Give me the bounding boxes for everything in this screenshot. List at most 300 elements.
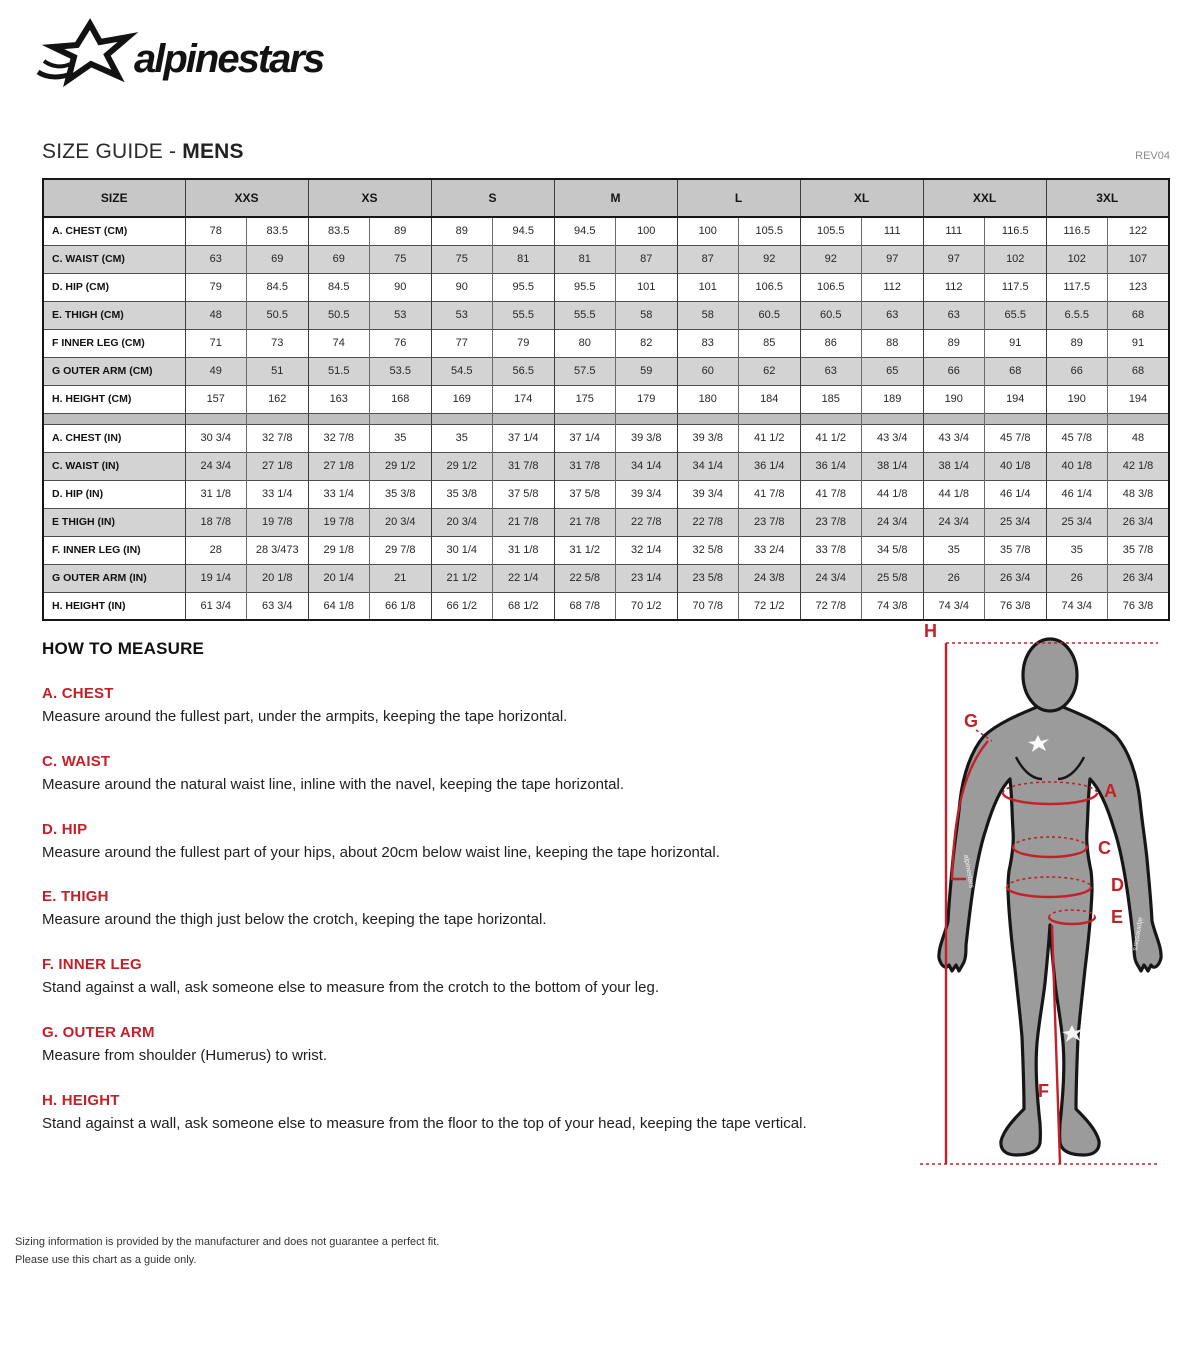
row-label: H. HEIGHT (CM) xyxy=(43,385,185,413)
row-label: C. WAIST (CM) xyxy=(43,245,185,273)
size-cell: 180 xyxy=(677,385,739,413)
size-cell: 41 1/2 xyxy=(800,424,862,452)
size-cell: 82 xyxy=(616,329,678,357)
size-cell: 23 5/8 xyxy=(677,564,739,592)
size-cell: 29 1/2 xyxy=(431,452,493,480)
size-cell: 41 7/8 xyxy=(739,480,801,508)
size-cell: 36 1/4 xyxy=(739,452,801,480)
size-cell: 63 xyxy=(862,301,924,329)
size-cell: 76 xyxy=(370,329,432,357)
table-row xyxy=(43,452,1169,480)
size-cell: 35 xyxy=(923,536,985,564)
measure-sections xyxy=(42,685,898,1133)
right-forearm-brand-text: alpinestars xyxy=(1131,916,1144,952)
size-cell: 79 xyxy=(185,273,247,301)
measure-section xyxy=(42,685,898,727)
size-cell: 81 xyxy=(554,245,616,273)
size-cell: 46 1/4 xyxy=(985,480,1047,508)
size-cell: 88 xyxy=(862,329,924,357)
separator-cell xyxy=(431,413,493,424)
size-cell: 174 xyxy=(493,385,555,413)
size-cell: 100 xyxy=(677,217,739,245)
size-cell: 50.5 xyxy=(247,301,309,329)
measure-section xyxy=(42,1024,898,1066)
size-cell: 23 7/8 xyxy=(800,508,862,536)
size-cell: 63 xyxy=(800,357,862,385)
size-cell: 112 xyxy=(923,273,985,301)
size-cell: 35 3/8 xyxy=(431,480,493,508)
size-cell: 22 1/4 xyxy=(493,564,555,592)
size-cell: 89 xyxy=(1046,329,1108,357)
measure-text: Measure around the natural waist line, inline with the navel, keeping the tape horizontal. xyxy=(42,775,625,793)
size-cell: 68 xyxy=(1108,301,1170,329)
size-cell: 106.5 xyxy=(800,273,862,301)
size-cell: 116.5 xyxy=(1046,217,1108,245)
size-cell: 25 5/8 xyxy=(862,564,924,592)
size-cell: 59 xyxy=(616,357,678,385)
size-cell: 83 xyxy=(677,329,739,357)
size-header-xxs: XXS xyxy=(185,179,308,217)
size-cell: 24 3/4 xyxy=(862,508,924,536)
size-cell: 61 3/4 xyxy=(185,592,247,620)
size-cell: 36 1/4 xyxy=(800,452,862,480)
body-figure-icon xyxy=(908,617,1170,1177)
size-cell: 83.5 xyxy=(247,217,309,245)
page-title-gender: MENS xyxy=(182,140,244,163)
size-cell: 105.5 xyxy=(800,217,862,245)
measure-heading: A. CHEST xyxy=(42,685,114,702)
table-row xyxy=(43,357,1169,385)
separator-cell xyxy=(185,413,247,424)
size-cell: 91 xyxy=(985,329,1047,357)
size-cell: 35 7/8 xyxy=(1108,536,1170,564)
disclaimer-line-1: Sizing information is provided by the manufacturer and does not guarantee a perfect fit. xyxy=(15,1236,440,1248)
size-cell: 77 xyxy=(431,329,493,357)
diagram-label-height: H xyxy=(924,621,937,641)
size-cell: 75 xyxy=(431,245,493,273)
size-cell: 76 3/8 xyxy=(985,592,1047,620)
separator-cell xyxy=(1046,413,1108,424)
row-label: F. INNER LEG (IN) xyxy=(43,536,185,564)
size-cell: 112 xyxy=(862,273,924,301)
page-title-prefix: SIZE GUIDE - xyxy=(42,140,183,163)
separator-cell xyxy=(985,413,1047,424)
row-label: A. CHEST (IN) xyxy=(43,424,185,452)
size-cell: 31 1/8 xyxy=(185,480,247,508)
size-cell: 34 1/4 xyxy=(616,452,678,480)
size-cell: 79 xyxy=(493,329,555,357)
size-cell: 95.5 xyxy=(554,273,616,301)
size-cell: 189 xyxy=(862,385,924,413)
size-cell: 37 1/4 xyxy=(554,424,616,452)
size-cell: 29 1/8 xyxy=(308,536,370,564)
size-cell: 43 3/4 xyxy=(862,424,924,452)
brand-header xyxy=(0,0,1200,96)
size-cell: 123 xyxy=(1108,273,1170,301)
size-cell: 85 xyxy=(739,329,801,357)
size-cell: 54.5 xyxy=(431,357,493,385)
size-cell: 32 7/8 xyxy=(247,424,309,452)
size-cell: 51.5 xyxy=(308,357,370,385)
size-cell: 38 1/4 xyxy=(862,452,924,480)
diagram-label-thigh: E xyxy=(1111,907,1124,927)
size-cell: 117.5 xyxy=(1046,273,1108,301)
size-cell: 44 1/8 xyxy=(923,480,985,508)
size-cell: 63 xyxy=(185,245,247,273)
size-cell: 101 xyxy=(616,273,678,301)
size-cell: 162 xyxy=(247,385,309,413)
size-cell: 107 xyxy=(1108,245,1170,273)
diagram-label-outer-arm: G xyxy=(964,711,979,731)
size-cell: 24 3/8 xyxy=(739,564,801,592)
body-measurement-diagram xyxy=(908,617,1170,1182)
size-cell: 35 7/8 xyxy=(985,536,1047,564)
size-cell: 74 3/8 xyxy=(862,592,924,620)
size-cell: 92 xyxy=(739,245,801,273)
size-cell: 20 3/4 xyxy=(370,508,432,536)
size-cell: 168 xyxy=(370,385,432,413)
size-cell: 41 7/8 xyxy=(800,480,862,508)
size-cell: 74 3/4 xyxy=(923,592,985,620)
size-cell: 29 1/2 xyxy=(370,452,432,480)
size-table-header-row xyxy=(43,179,1169,217)
size-cell: 19 1/4 xyxy=(185,564,247,592)
separator-cell xyxy=(554,413,616,424)
size-cell: 57.5 xyxy=(554,357,616,385)
size-cell: 94.5 xyxy=(554,217,616,245)
separator-cell xyxy=(43,413,185,424)
diagram-label-hip: D xyxy=(1111,875,1124,895)
size-header-l: L xyxy=(677,179,800,217)
row-label: G OUTER ARM (IN) xyxy=(43,564,185,592)
size-cell: 44 1/8 xyxy=(862,480,924,508)
measure-section xyxy=(42,888,898,930)
size-cell: 32 5/8 xyxy=(677,536,739,564)
size-cell: 194 xyxy=(985,385,1047,413)
size-cell: 92 xyxy=(800,245,862,273)
size-cell: 102 xyxy=(985,245,1047,273)
separator-cell xyxy=(739,413,801,424)
size-cell: 175 xyxy=(554,385,616,413)
lower-section xyxy=(42,621,1170,1182)
size-cell: 29 7/8 xyxy=(370,536,432,564)
size-cell: 69 xyxy=(308,245,370,273)
size-cell: 33 7/8 xyxy=(800,536,862,564)
size-header-3xl: 3XL xyxy=(1046,179,1169,217)
size-cell: 39 3/4 xyxy=(677,480,739,508)
size-cell: 73 xyxy=(247,329,309,357)
table-row xyxy=(43,385,1169,413)
size-cell: 63 xyxy=(923,301,985,329)
diagram-label-chest: A xyxy=(1104,781,1117,801)
size-cell: 20 3/4 xyxy=(431,508,493,536)
size-cell: 21 xyxy=(370,564,432,592)
table-row xyxy=(43,592,1169,620)
size-cell: 26 3/4 xyxy=(1108,508,1170,536)
size-cell: 33 1/4 xyxy=(247,480,309,508)
size-cell: 51 xyxy=(247,357,309,385)
size-cell: 35 xyxy=(1046,536,1108,564)
separator-cell xyxy=(923,413,985,424)
size-cell: 26 3/4 xyxy=(1108,564,1170,592)
size-cell: 21 7/8 xyxy=(493,508,555,536)
size-cell: 58 xyxy=(616,301,678,329)
size-cell: 35 xyxy=(431,424,493,452)
size-cell: 68 7/8 xyxy=(554,592,616,620)
size-cell: 38 1/4 xyxy=(923,452,985,480)
size-cell: 94.5 xyxy=(493,217,555,245)
left-forearm-brand-text: alpinestars xyxy=(962,854,975,889)
size-cell: 24 3/4 xyxy=(185,452,247,480)
size-cell: 23 7/8 xyxy=(739,508,801,536)
separator-cell xyxy=(308,413,370,424)
size-cell: 39 3/8 xyxy=(616,424,678,452)
size-cell: 66 xyxy=(923,357,985,385)
disclaimer-footer xyxy=(0,1234,1200,1269)
table-row xyxy=(43,508,1169,536)
size-cell: 89 xyxy=(431,217,493,245)
size-cell: 91 xyxy=(1108,329,1170,357)
separator-cell xyxy=(493,413,555,424)
size-cell: 74 3/4 xyxy=(1046,592,1108,620)
row-label: D. HIP (CM) xyxy=(43,273,185,301)
size-cell: 101 xyxy=(677,273,739,301)
size-cell: 74 xyxy=(308,329,370,357)
size-cell: 39 3/8 xyxy=(677,424,739,452)
measure-heading: C. WAIST xyxy=(42,752,111,770)
size-cell: 66 1/2 xyxy=(431,592,493,620)
body-head xyxy=(1023,639,1077,711)
size-table xyxy=(42,178,1170,621)
size-cell: 24 3/4 xyxy=(923,508,985,536)
size-cell: 87 xyxy=(677,245,739,273)
size-cell: 34 1/4 xyxy=(677,452,739,480)
size-cell: 60.5 xyxy=(800,301,862,329)
size-cell: 89 xyxy=(923,329,985,357)
size-cell: 63 3/4 xyxy=(247,592,309,620)
measure-heading: E. THIGH xyxy=(42,888,109,906)
size-header-xxl: XXL xyxy=(923,179,1046,217)
size-cell: 70 7/8 xyxy=(677,592,739,620)
size-header-m: M xyxy=(554,179,677,217)
size-cell: 64 1/8 xyxy=(308,592,370,620)
size-cell: 49 xyxy=(185,357,247,385)
size-cell: 70 1/2 xyxy=(616,592,678,620)
body-silhouette xyxy=(939,707,1161,1155)
size-cell: 40 1/8 xyxy=(985,452,1047,480)
size-cell: 31 1/2 xyxy=(554,536,616,564)
size-cell: 90 xyxy=(431,273,493,301)
measure-section xyxy=(42,821,898,863)
size-cell: 53.5 xyxy=(370,357,432,385)
size-cell: 65.5 xyxy=(985,301,1047,329)
size-cell: 55.5 xyxy=(493,301,555,329)
table-row xyxy=(43,424,1169,452)
separator-cell xyxy=(677,413,739,424)
size-cell: 45 7/8 xyxy=(1046,424,1108,452)
brand-logo-text: alpinestars xyxy=(134,37,324,81)
unit-separator-row xyxy=(43,413,1169,424)
table-row xyxy=(43,564,1169,592)
size-cell: 22 7/8 xyxy=(677,508,739,536)
size-header-xl: XL xyxy=(800,179,923,217)
revision-label: REV04 xyxy=(1135,150,1170,162)
size-cell: 40 1/8 xyxy=(1046,452,1108,480)
size-cell: 78 xyxy=(185,217,247,245)
size-cell: 58 xyxy=(677,301,739,329)
separator-cell xyxy=(800,413,862,424)
separator-cell xyxy=(616,413,678,424)
size-cell: 76 3/8 xyxy=(1108,592,1170,620)
size-cell: 69 xyxy=(247,245,309,273)
size-cell: 71 xyxy=(185,329,247,357)
size-cell: 53 xyxy=(370,301,432,329)
size-cell: 157 xyxy=(185,385,247,413)
size-cell: 68 1/2 xyxy=(493,592,555,620)
size-header-xs: XS xyxy=(308,179,431,217)
row-label: E. THIGH (CM) xyxy=(43,301,185,329)
table-row xyxy=(43,301,1169,329)
size-cell: 26 xyxy=(923,564,985,592)
size-cell: 25 3/4 xyxy=(1046,508,1108,536)
row-label: F INNER LEG (CM) xyxy=(43,329,185,357)
size-cell: 106.5 xyxy=(739,273,801,301)
alpinestars-logo-icon xyxy=(24,16,324,94)
size-cell: 24 3/4 xyxy=(800,564,862,592)
size-cell: 83.5 xyxy=(308,217,370,245)
size-cell: 35 3/8 xyxy=(370,480,432,508)
size-cell: 45 7/8 xyxy=(985,424,1047,452)
size-cell: 19 7/8 xyxy=(247,508,309,536)
size-cell: 28 xyxy=(185,536,247,564)
size-cell: 42 1/8 xyxy=(1108,452,1170,480)
table-row xyxy=(43,217,1169,245)
size-cell: 33 1/4 xyxy=(308,480,370,508)
measure-text: Measure around the fullest part, under the armpits, keeping the tape horizontal. xyxy=(42,708,568,725)
size-cell: 66 1/8 xyxy=(370,592,432,620)
size-cell: 86 xyxy=(800,329,862,357)
size-cell: 65 xyxy=(862,357,924,385)
size-cell: 111 xyxy=(862,217,924,245)
measure-section xyxy=(42,753,898,795)
row-label: A. CHEST (CM) xyxy=(43,217,185,245)
size-cell: 68 xyxy=(1108,357,1170,385)
size-cell: 37 5/8 xyxy=(554,480,616,508)
separator-cell xyxy=(247,413,309,424)
size-cell: 75 xyxy=(370,245,432,273)
size-cell: 184 xyxy=(739,385,801,413)
size-cell: 37 1/4 xyxy=(493,424,555,452)
size-cell: 72 1/2 xyxy=(739,592,801,620)
table-row xyxy=(43,245,1169,273)
size-cell: 27 1/8 xyxy=(308,452,370,480)
size-cell: 48 xyxy=(1108,424,1170,452)
size-cell: 31 7/8 xyxy=(554,452,616,480)
size-cell: 35 xyxy=(370,424,432,452)
size-cell: 117.5 xyxy=(985,273,1047,301)
size-column-header: SIZE xyxy=(43,179,185,217)
size-cell: 30 3/4 xyxy=(185,424,247,452)
table-row xyxy=(43,480,1169,508)
disclaimer-line-2: Please use this chart as a guide only. xyxy=(15,1253,197,1266)
size-cell: 60.5 xyxy=(739,301,801,329)
size-cell: 30 1/4 xyxy=(431,536,493,564)
row-label: E THIGH (IN) xyxy=(43,508,185,536)
separator-cell xyxy=(370,413,432,424)
row-label: C. WAIST (IN) xyxy=(43,452,185,480)
size-cell: 95.5 xyxy=(493,273,555,301)
measure-heading: F. INNER LEG xyxy=(42,956,142,973)
measure-heading: H. HEIGHT xyxy=(42,1091,120,1109)
table-row xyxy=(43,273,1169,301)
size-cell: 23 1/4 xyxy=(616,564,678,592)
size-cell: 18 7/8 xyxy=(185,508,247,536)
size-cell: 31 7/8 xyxy=(493,452,555,480)
size-cell: 84.5 xyxy=(247,273,309,301)
measure-text: Stand against a wall, ask someone else to measure from the crotch to the bottom of your leg. xyxy=(42,979,659,996)
measure-section xyxy=(42,1092,898,1134)
size-cell: 43 3/4 xyxy=(923,424,985,452)
size-cell: 97 xyxy=(923,245,985,273)
separator-cell xyxy=(862,413,924,424)
size-cell: 84.5 xyxy=(308,273,370,301)
size-cell: 26 xyxy=(1046,564,1108,592)
measure-text: Measure around the fullest part of your hips, about 20cm below waist line, keeping the tape horizontal. xyxy=(42,843,720,861)
size-cell: 56.5 xyxy=(493,357,555,385)
size-cell: 100 xyxy=(616,217,678,245)
size-cell: 163 xyxy=(308,385,370,413)
size-cell: 185 xyxy=(800,385,862,413)
table-row xyxy=(43,536,1169,564)
size-cell: 116.5 xyxy=(985,217,1047,245)
size-cell: 66 xyxy=(1046,357,1108,385)
size-cell: 72 7/8 xyxy=(800,592,862,620)
size-cell: 50.5 xyxy=(308,301,370,329)
size-cell: 169 xyxy=(431,385,493,413)
size-cell: 22 5/8 xyxy=(554,564,616,592)
size-cell: 80 xyxy=(554,329,616,357)
table-row xyxy=(43,329,1169,357)
size-cell: 48 xyxy=(185,301,247,329)
size-cell: 39 3/4 xyxy=(616,480,678,508)
diagram-label-inner-leg: F xyxy=(1038,1081,1049,1101)
size-cell: 21 7/8 xyxy=(554,508,616,536)
size-cell: 87 xyxy=(616,245,678,273)
size-cell: 111 xyxy=(923,217,985,245)
size-cell: 41 1/2 xyxy=(739,424,801,452)
size-cell: 46 1/4 xyxy=(1046,480,1108,508)
size-cell: 22 7/8 xyxy=(616,508,678,536)
how-to-measure-section xyxy=(42,639,908,1133)
measure-heading: D. HIP xyxy=(42,820,88,838)
size-cell: 21 1/2 xyxy=(431,564,493,592)
size-cell: 179 xyxy=(616,385,678,413)
measure-heading: G. OUTER ARM xyxy=(42,1023,155,1041)
diagram-label-waist: C xyxy=(1098,838,1111,858)
row-label: G OUTER ARM (CM) xyxy=(43,357,185,385)
size-cell: 190 xyxy=(923,385,985,413)
row-label: H. HEIGHT (IN) xyxy=(43,592,185,620)
size-cell: 31 1/8 xyxy=(493,536,555,564)
separator-cell xyxy=(1108,413,1170,424)
title-row xyxy=(42,140,1170,164)
size-cell: 53 xyxy=(431,301,493,329)
how-to-measure-title: HOW TO MEASURE xyxy=(42,639,205,658)
size-cell: 20 1/8 xyxy=(247,564,309,592)
size-cell: 190 xyxy=(1046,385,1108,413)
size-cell: 105.5 xyxy=(739,217,801,245)
size-cell: 20 1/4 xyxy=(308,564,370,592)
